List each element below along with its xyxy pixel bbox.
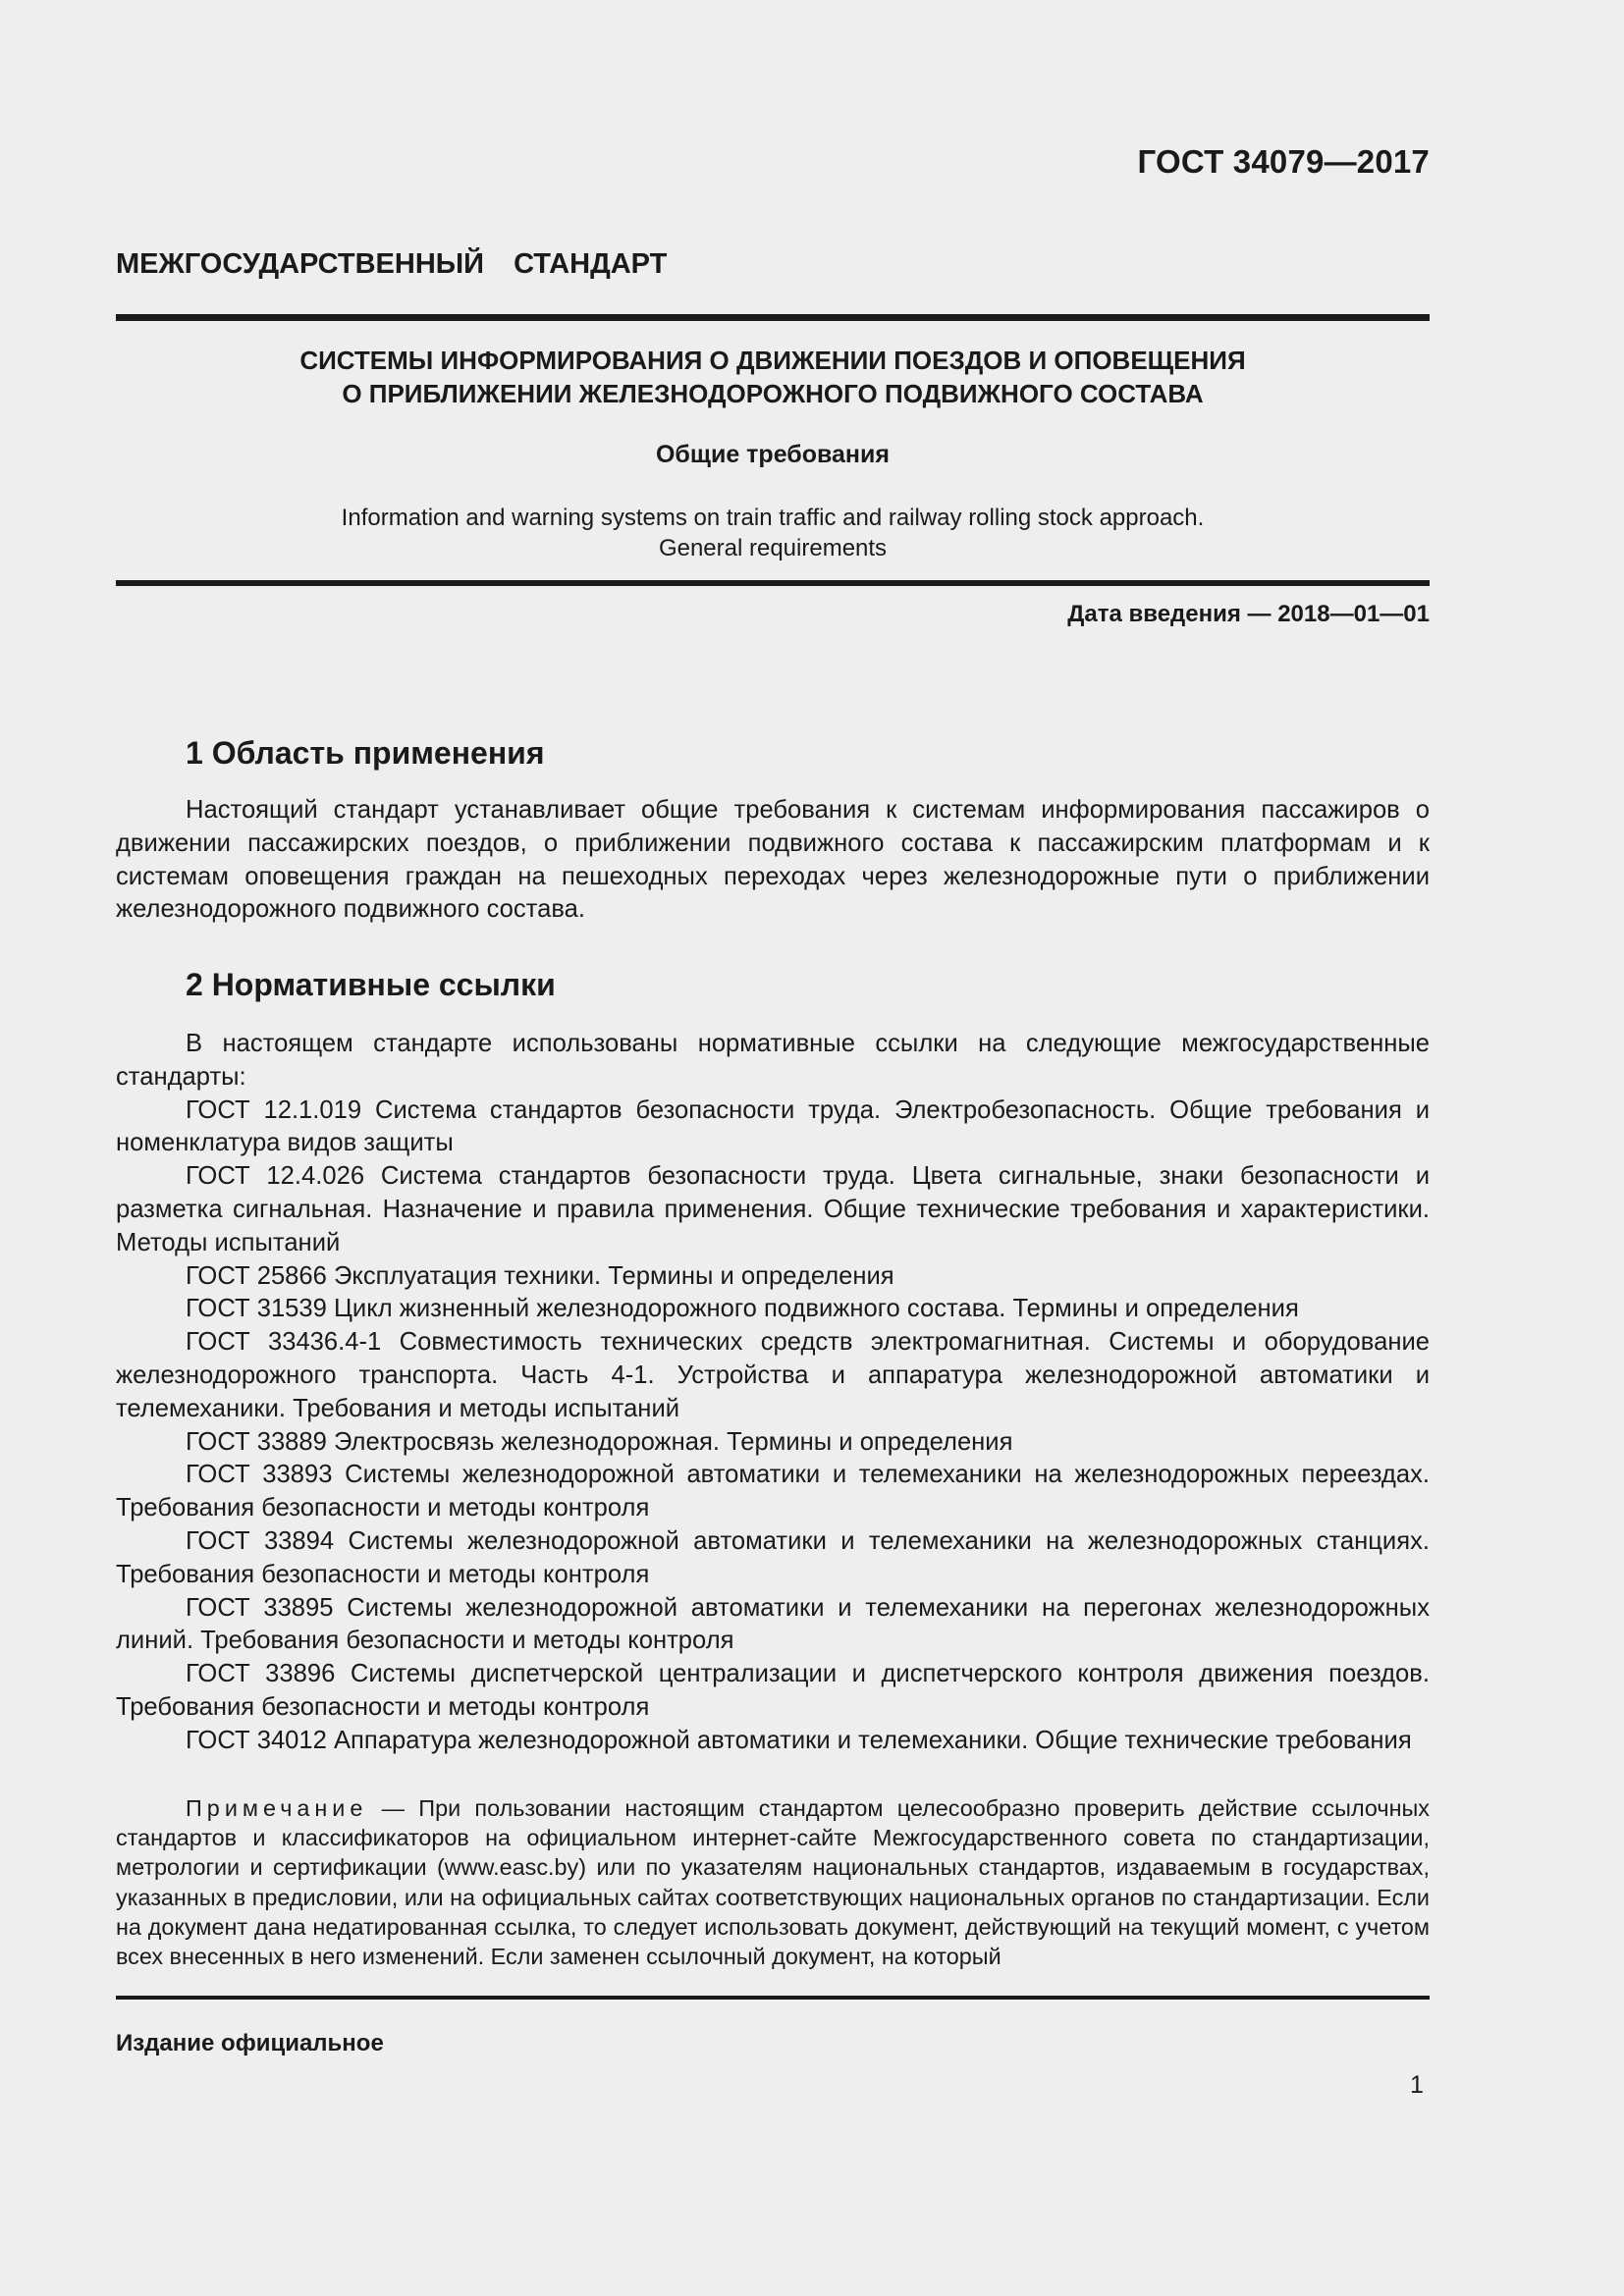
title-line-1: СИСТЕМЫ ИНФОРМИРОВАНИЯ О ДВИЖЕНИИ ПОЕЗДОВ И ОПОВЕЩЕНИЯ (299, 346, 1246, 375)
reference-item: ГОСТ 34012 Аппаратура железнодорожной автоматики и телемеханики. Общие технические требования (186, 1726, 1412, 1754)
reference-item: ГОСТ 33896 Системы диспетчерской централизации и диспетчерского контроля движения поездов. Требования безопасности и методы контроля (116, 1660, 1430, 1721)
document-number: ГОСТ 34079—2017 (1137, 143, 1430, 180)
reference-item: ГОСТ 33893 Системы железнодорожной автоматики и телемеханики на железнодорожных переездах. Требования безопасности и методы контроля (116, 1461, 1430, 1522)
english-title-line-1: Information and warning systems on train traffic and railway rolling stock approach. (341, 505, 1205, 531)
reference-item: ГОСТ 33894 Системы железнодорожной автоматики и телемеханики на железнодорожных станциях. Требования безопасности и методы контроля (116, 1526, 1430, 1588)
reference-item: ГОСТ 31539 Цикл жизненный железнодорожного подвижного состава. Термины и определения (186, 1295, 1299, 1323)
title-line-2: О ПРИБЛИЖЕНИИ ЖЕЛЕЗНОДОРОЖНОГО ПОДВИЖНОГО СОСТАВА (342, 379, 1204, 408)
note-label: Примечание (186, 1795, 368, 1821)
section-2-heading: 2 Нормативные ссылки (186, 967, 556, 1002)
page-number: 1 (1410, 2071, 1424, 2099)
reference-item: ГОСТ 33889 Электросвязь железнодорожная. Термины и определения (186, 1427, 1013, 1456)
section-1-paragraph: Настоящий стандарт устанавливает общие требования к системам информирования пассажиров о движении пассажирских поездов, о приближении подвижного состава к пассажирским платформам и к системам оповещения граждан на пешеходных переходах через железнодорожные пути о приближении железнодорожного подвижного состава. (116, 796, 1430, 924)
reference-item: ГОСТ 12.4.026 Система стандартов безопасности труда. Цвета сигнальные, знаки безопасности и разметка сигнальная. Назначение и правила применения. Общие технические требования и характеристики. Методы испытаний (116, 1162, 1430, 1256)
english-title (116, 503, 1430, 563)
standard-type-banner: МЕЖГОСУДАРСТВЕННЫЙ СТАНДАРТ (116, 248, 668, 280)
top-divider (116, 314, 1430, 321)
english-title-line-2: General requirements (658, 535, 888, 561)
section-2-body (116, 1028, 1430, 1758)
introduction-date: Дата введения — 2018—01—01 (1067, 601, 1430, 627)
reference-item: ГОСТ 33895 Системы железнодорожной автоматики и телемеханики на перегонах железнодорожных линий. Требования безопасности и методы контроля (116, 1593, 1430, 1655)
reference-item: ГОСТ 33436.4-1 Совместимость технических средств электромагнитная. Системы и оборудование железнодорожного транспорта. Часть 4-1. Устройства и аппаратура железнодорожной автоматики и телемеханики. Требования и методы испытаний (116, 1328, 1430, 1422)
reference-item: ГОСТ 12.1.019 Система стандартов безопасности труда. Электробезопасность. Общие требования и номенклатура видов защиты (116, 1095, 1430, 1157)
section-1-heading: 1 Область применения (186, 735, 545, 771)
official-edition-label: Издание официальное (116, 2030, 384, 2056)
footer-divider (116, 1996, 1430, 2000)
note-block (116, 1793, 1430, 1971)
document-subtitle: Общие требования (655, 441, 890, 468)
title-bottom-divider (116, 580, 1430, 586)
document-title (116, 344, 1430, 410)
section-2-intro: В настоящем стандарте использованы нормативные ссылки на следующие межгосударственные стандарты: (116, 1030, 1430, 1091)
note-text: — При пользовании настоящим стандартом целесообразно проверить действие ссылочных стандартов и классификаторов на официальном интернет-сайте Межгосударственного совета по стандартизации, метрологии и сертификации (www.easc.by) или по указателям национальных стандартов, издаваемым в государствах, указанных в предисловии, или на официальных сайтах соответствующих национальных органов по стандартизации. Если на документ дана недатированная ссылка, то следует использовать документ, действующий на текущий момент, с учетом всех внесенных в него изменений. Если заменен ссылочный документ, на который (116, 1795, 1430, 1970)
section-1-body (116, 794, 1430, 927)
reference-item: ГОСТ 25866 Эксплуатация техники. Термины и определения (186, 1261, 894, 1290)
